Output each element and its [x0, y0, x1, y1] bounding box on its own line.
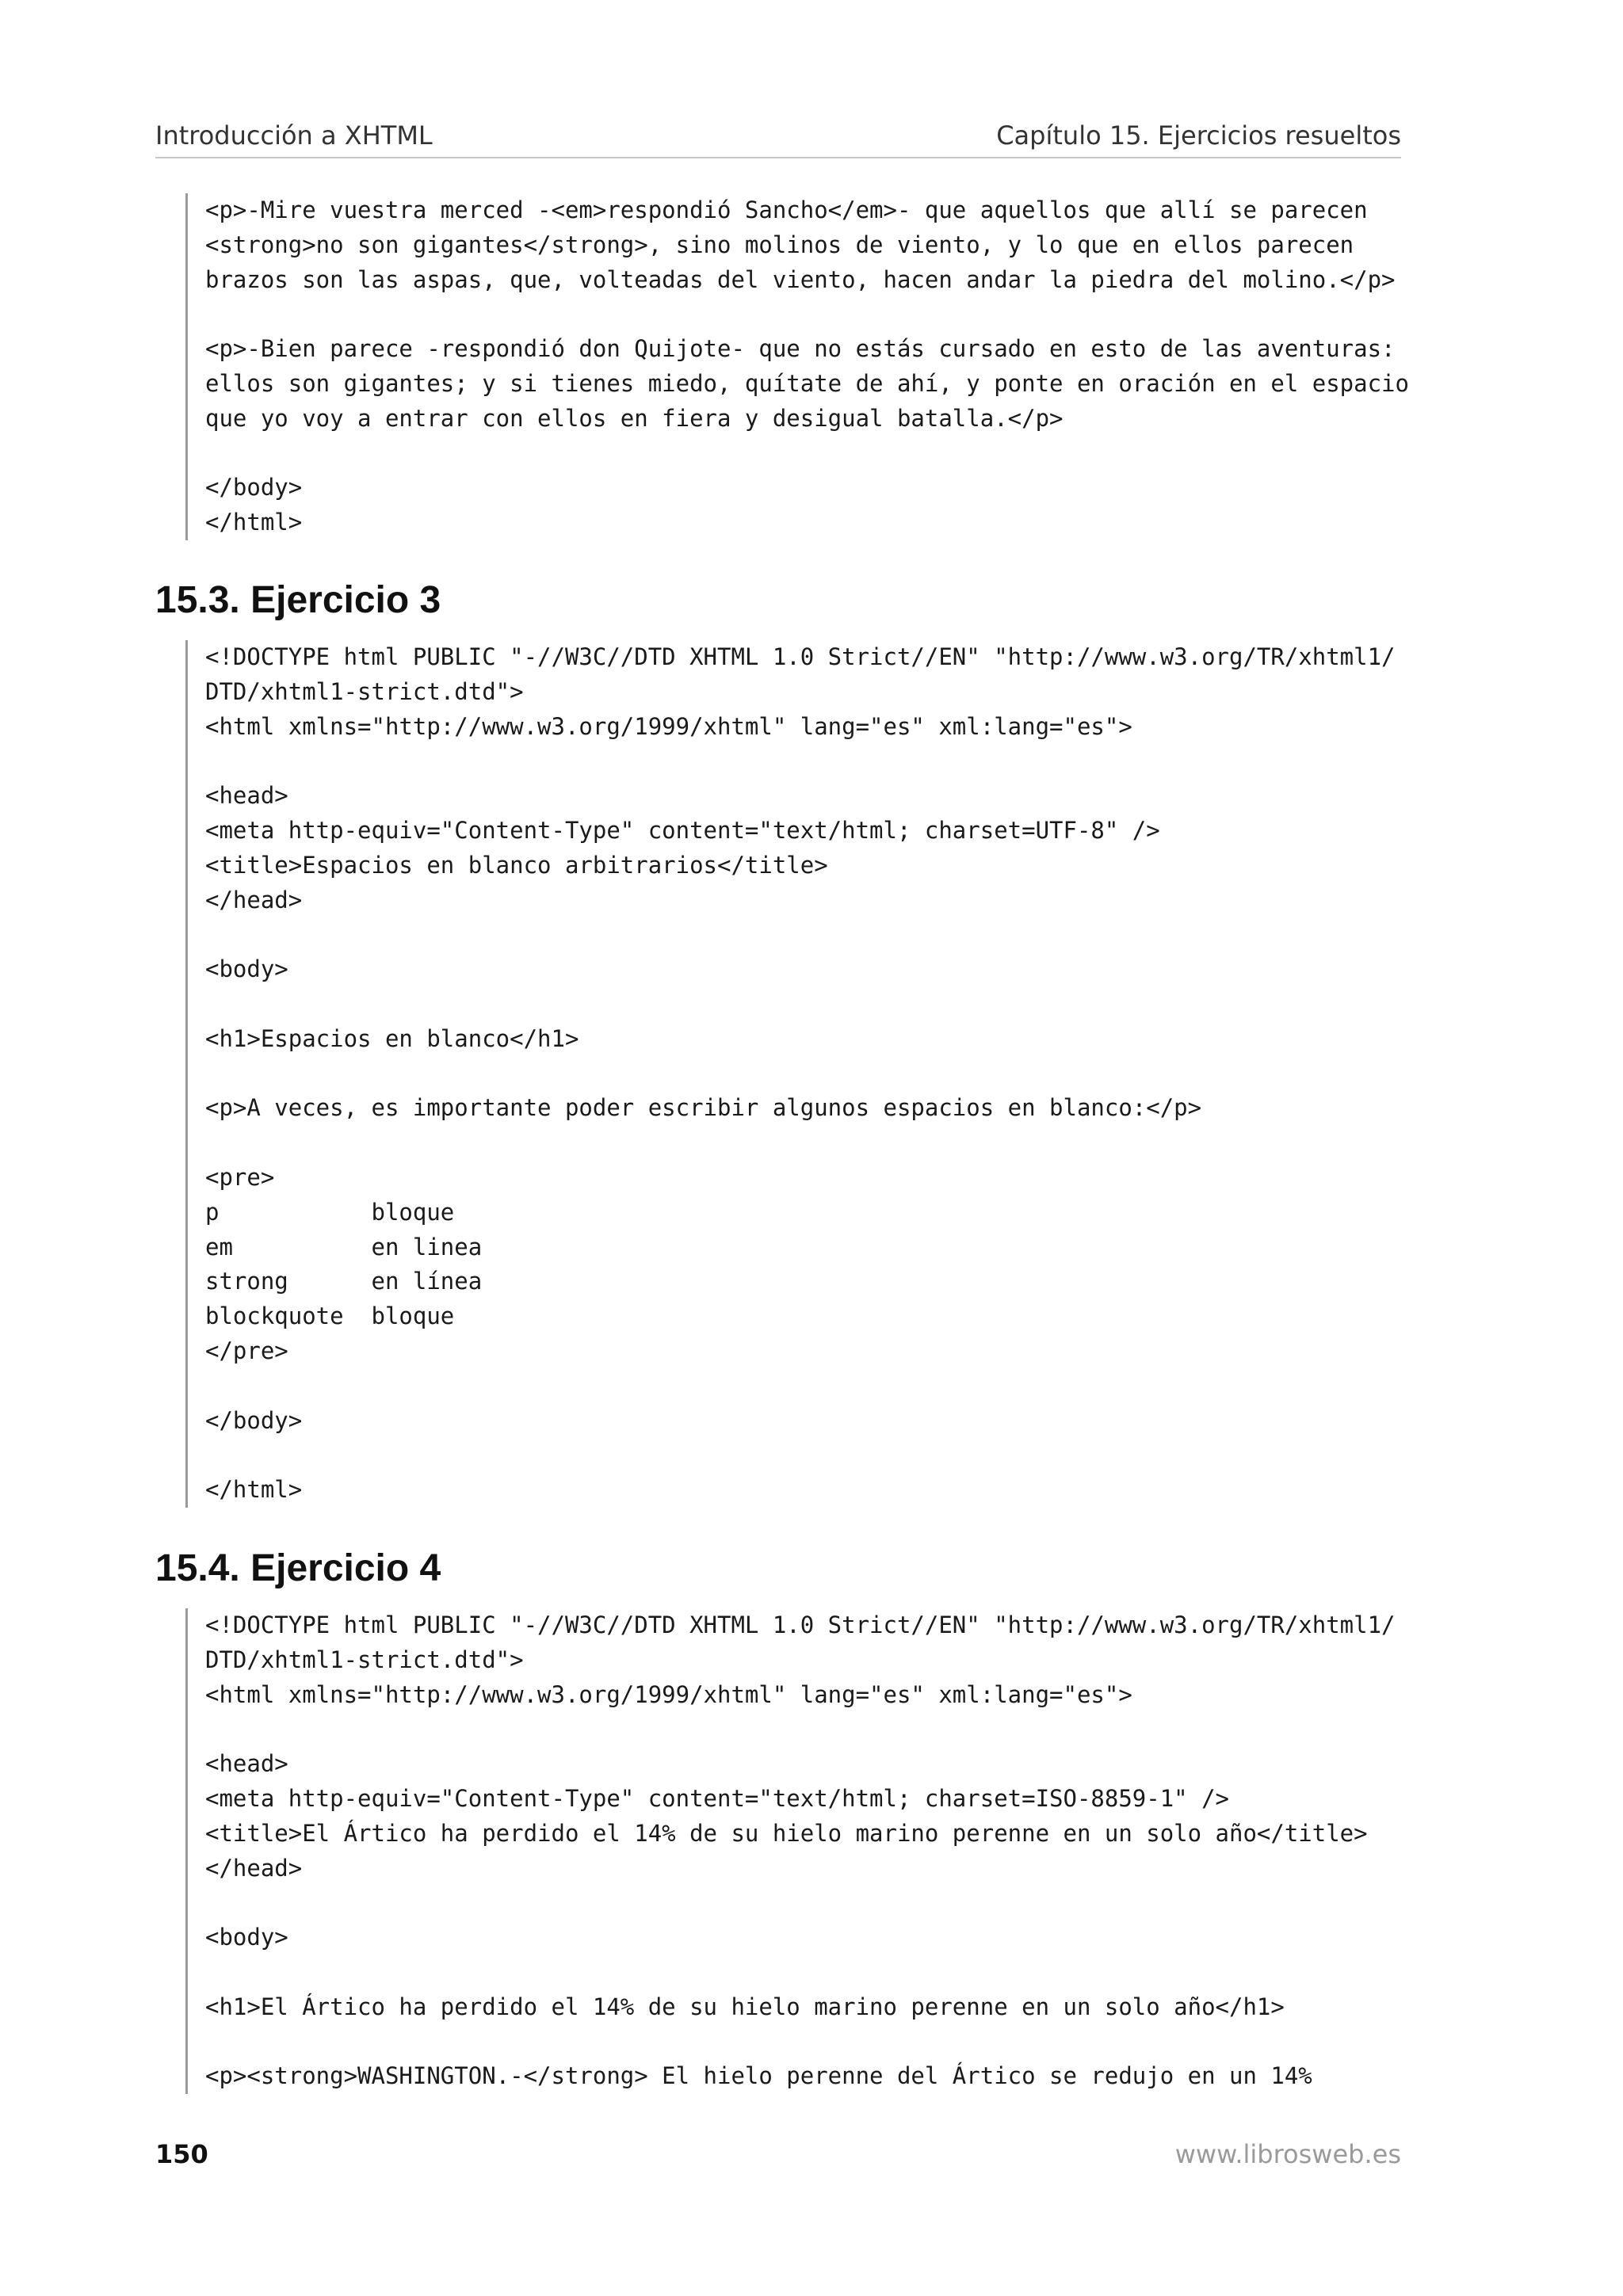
code-line: <head> [205, 1750, 288, 1778]
code-line: </body> [205, 474, 303, 502]
code-line: <p>A veces, es importante poder escribir algunos espacios en blanco:</p> [205, 1094, 1202, 1122]
code-line: que yo voy a entrar con ellos en fiera y desigual batalla.</p> [205, 404, 1064, 432]
code-line [205, 1712, 1442, 1747]
code-line [205, 1369, 1442, 1404]
section-heading-ejercicio-4: 15.4. Ejercicio 4 [155, 1547, 441, 1589]
code-line: </body> [205, 1406, 303, 1434]
code-line: ellos son gigantes; y si tienes miedo, quítate de ahí, y ponte en oración en el espacio [205, 369, 1409, 397]
code-line: <p><strong>WASHINGTON.-</strong> El hielo perenne del Ártico se redujo en un 14% [205, 2062, 1312, 2090]
code-line: DTD/xhtml1-strict.dtd"> [205, 677, 524, 705]
code-line: <head> [205, 782, 288, 810]
code-line: <h1>Espacios en blanco</h1> [205, 1024, 579, 1052]
code-line: </head> [205, 886, 303, 913]
code-line: <meta http-equiv="Content-Type" content="text/html; charset=ISO-8859-1" /> [205, 1784, 1230, 1812]
code-line [205, 437, 1442, 471]
code-line: strong en línea [205, 1268, 483, 1295]
code-line: <body> [205, 955, 288, 983]
code-line: <p>-Bien parece -respondió don Quijote- que no estás cursado en esto de las aventuras: [205, 335, 1396, 363]
code-line: </pre> [205, 1337, 288, 1364]
code-line: <pre> [205, 1163, 275, 1191]
page-number: 150 [155, 2139, 208, 2169]
code-line [205, 1057, 1442, 1092]
code-line: blockquote bloque [205, 1302, 455, 1330]
section-heading-ejercicio-3: 15.3. Ejercicio 3 [155, 579, 441, 621]
code-line: <meta http-equiv="Content-Type" content="text/html; charset=UTF-8" /> [205, 816, 1160, 844]
code-line [205, 1126, 1442, 1161]
code-line: <html xmlns="http://www.w3.org/1999/xhtml" lang="es" xml:lang="es"> [205, 712, 1132, 740]
code-line [205, 744, 1442, 779]
code-line: </html> [205, 1476, 303, 1504]
site-url: www.librosweb.es [1174, 2139, 1401, 2169]
code-line: DTD/xhtml1-strict.dtd"> [205, 1646, 524, 1673]
code-line: brazos son las aspas, que, volteadas del viento, hacen andar la piedra del molino.</p> [205, 265, 1396, 293]
code-line: <body> [205, 1924, 288, 1951]
code-line [205, 297, 1442, 332]
code-block-top [185, 193, 1442, 540]
code-line [205, 917, 1442, 952]
code-line: p bloque [205, 1198, 455, 1226]
code-line: <title>El Ártico ha perdido el 14% de su hielo marino perenne en un solo año</title> [205, 1819, 1368, 1847]
code-line: </head> [205, 1854, 303, 1882]
code-line: <html xmlns="http://www.w3.org/1999/xhtml" lang="es" xml:lang="es"> [205, 1680, 1132, 1708]
code-block-ejercicio-3 [185, 640, 1442, 1508]
code-line: <strong>no son gigantes</strong>, sino molinos de viento, y lo que en ellos parecen [205, 231, 1354, 258]
code-line: <title>Espacios en blanco arbitrarios</title> [205, 851, 828, 879]
running-header [155, 116, 1401, 158]
book-title: Introducción a XHTML [155, 120, 433, 151]
code-line [205, 1438, 1442, 1473]
code-line [205, 2025, 1442, 2060]
code-line: <p>-Mire vuestra merced -<em>respondió Sancho</em>- que aquellos que allí se parecen [205, 196, 1368, 223]
code-line [205, 1886, 1442, 1920]
code-line [205, 987, 1442, 1022]
code-line: em en linea [205, 1233, 483, 1261]
code-line: <!DOCTYPE html PUBLIC "-//W3C//DTD XHTML 1.0 Strict//EN" "http://www.w3.org/TR/xhtml1/ [205, 1611, 1396, 1638]
code-line [205, 1955, 1442, 1990]
chapter-title: Capítulo 15. Ejercicios resueltos [996, 120, 1401, 151]
code-line: <h1>El Ártico ha perdido el 14% de su hielo marino perenne en un solo año</h1> [205, 1993, 1285, 2020]
page-footer [155, 2139, 1401, 2179]
code-block-ejercicio-4 [185, 1608, 1442, 2094]
code-line: </html> [205, 509, 303, 536]
code-line: <!DOCTYPE html PUBLIC "-//W3C//DTD XHTML 1.0 Strict//EN" "http://www.w3.org/TR/xhtml1/ [205, 643, 1396, 670]
